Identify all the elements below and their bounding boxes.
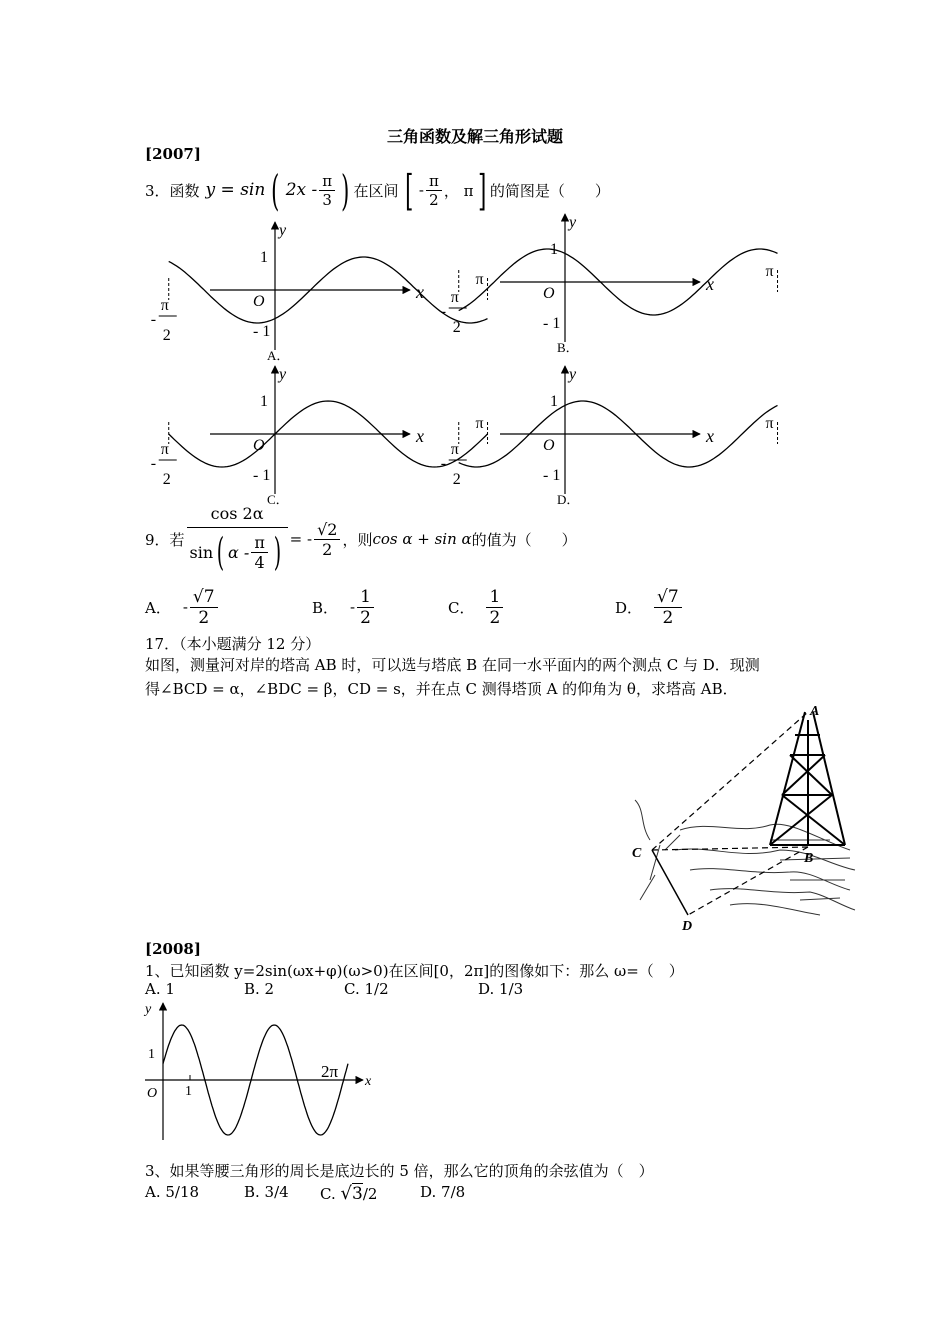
q9-opt-c-frac bbox=[486, 587, 503, 628]
tower bbox=[770, 712, 845, 845]
axis-label-x-B: x bbox=[706, 274, 714, 294]
q9-opt-a-num: √7 bbox=[190, 587, 218, 608]
q9-opt-b-neg: - bbox=[350, 598, 356, 616]
q3-right-bracket: ] bbox=[477, 165, 486, 215]
tower-figure bbox=[620, 700, 865, 940]
pi-num-A: π bbox=[160, 297, 169, 314]
q9-opt-a-label: A． bbox=[145, 598, 171, 617]
neg-sign-A: - bbox=[150, 311, 157, 328]
q9-opt-d-den: 2 bbox=[662, 607, 674, 628]
river-bank-sketch bbox=[635, 800, 855, 915]
q9-pi-over-4 bbox=[251, 533, 268, 572]
q3-neg: - bbox=[418, 181, 424, 199]
q9-rhs-two: 2 bbox=[322, 539, 333, 559]
q3-func: y = sin bbox=[205, 180, 266, 200]
question-3 bbox=[145, 166, 610, 214]
q9-den-sin: sin bbox=[189, 542, 214, 562]
q3-comma-pi: ， π bbox=[443, 181, 474, 200]
question-9 bbox=[145, 500, 577, 578]
pi-end-A: π bbox=[475, 271, 484, 288]
q2008-3-opt-c-rad: 3 bbox=[351, 1184, 363, 1204]
two-den-D: 2 bbox=[452, 471, 461, 488]
label-c: C bbox=[632, 846, 642, 861]
q3-graphs bbox=[150, 212, 774, 512]
q3-mid: 在区间 bbox=[353, 181, 399, 200]
option-label-B: B． bbox=[557, 340, 579, 355]
sight-lines bbox=[652, 712, 808, 915]
q3-suffix: 的简图是（ ） bbox=[489, 181, 610, 200]
q9-den-lparen: ( bbox=[216, 530, 225, 574]
q9-fraction bbox=[187, 504, 288, 574]
q9-opt-b-frac bbox=[357, 587, 374, 628]
q9-suffix: 的值为（ ） bbox=[471, 530, 577, 549]
q2008-1-opt-b: B. 2 bbox=[244, 980, 275, 998]
pi-end-D: π bbox=[765, 415, 774, 432]
pi-num-D: π bbox=[450, 441, 459, 458]
q2008-3-opt-c-post: /2 bbox=[362, 1185, 378, 1203]
two-den-C: 2 bbox=[162, 471, 171, 488]
q9-opt-c-num: 1 bbox=[486, 587, 503, 608]
q9-expr: cos α + sin α bbox=[372, 530, 472, 548]
y-tick-one-C: 1 bbox=[260, 393, 268, 410]
q2008-1-opt-c: C. 1/2 bbox=[344, 980, 389, 998]
q2008-1-opt-d: D. 1/3 bbox=[478, 980, 524, 998]
option-label-A: A． bbox=[267, 348, 290, 363]
q3-pi-over-2 bbox=[426, 172, 442, 209]
q9-option-c bbox=[448, 582, 505, 632]
axis-label-x-D: x bbox=[706, 426, 714, 446]
y-tick-one-A: 1 bbox=[260, 249, 268, 266]
q9-opt-d-frac bbox=[654, 587, 682, 628]
q2008-1-opt-a: A. 1 bbox=[145, 980, 175, 998]
origin-label-D: O bbox=[543, 437, 555, 454]
q9-eq: = - bbox=[289, 530, 313, 548]
axis-label-y-C: y bbox=[279, 366, 287, 383]
q9-denominator bbox=[187, 528, 288, 574]
year-2007-heading: [2007] bbox=[145, 145, 201, 163]
cd-segment bbox=[652, 850, 688, 915]
origin-label-B: O bbox=[543, 285, 555, 302]
q9-opt-a-frac bbox=[190, 587, 218, 628]
q9-mid: ，则 bbox=[342, 530, 373, 549]
q3-three: 3 bbox=[322, 190, 332, 209]
q17-line1: 如图，测量河对岸的塔高 AB 时，可以选与塔底 B 在同一水平面内的两个测点 C 与 D．现测 bbox=[145, 656, 760, 674]
two-den-B: 2 bbox=[452, 319, 461, 336]
label-a: A bbox=[810, 704, 820, 719]
pi-end-B: π bbox=[765, 263, 774, 280]
q3-pi-over-3 bbox=[319, 172, 335, 209]
q9-opt-c-label: C． bbox=[448, 598, 475, 617]
q9-den-alpha: α - bbox=[228, 542, 250, 562]
q2008-3: 3、如果等腰三角形的周长是底边长的 5 倍，那么它的顶角的余弦值为（ ） bbox=[145, 1162, 654, 1180]
two-den-A: 2 bbox=[162, 327, 171, 344]
pi-end-C: π bbox=[475, 415, 484, 432]
sqrt-sign: √ bbox=[340, 1183, 352, 1204]
q9-pi: π bbox=[251, 533, 268, 553]
q2008-1-graph bbox=[135, 995, 395, 1150]
pi-num-C: π bbox=[160, 441, 169, 458]
q3-left-bracket: [ bbox=[404, 165, 413, 215]
q3-pi: π bbox=[319, 172, 335, 191]
q17-heading: 17．（本小题满分 12 分） bbox=[145, 635, 321, 653]
neg-sign-D: - bbox=[440, 455, 447, 472]
q3-left-paren: ( bbox=[271, 165, 280, 215]
axis-label-y-A: y bbox=[279, 222, 287, 239]
q17-line2: 得∠BCD = α，∠BDC = β，CD = s，并在点 C 测得塔顶 A 的仰角为 θ，求塔高 AB． bbox=[145, 680, 738, 698]
x-tick-one: 1 bbox=[185, 1084, 192, 1099]
q9-den-rparen: ) bbox=[273, 530, 281, 574]
q9-numerator: cos 2α bbox=[187, 504, 288, 528]
axis-label-x: x bbox=[365, 1074, 372, 1089]
q3-inner-a: 2x - bbox=[285, 180, 318, 200]
q9-opt-d-num: √7 bbox=[654, 587, 682, 608]
q3-right-paren: ) bbox=[341, 165, 350, 215]
label-b: B bbox=[804, 851, 814, 866]
q3-prefix: 3．函数 bbox=[145, 181, 200, 200]
q2008-3-opt-c bbox=[320, 1183, 377, 1204]
y-tick-neg-one-C: - 1 bbox=[253, 467, 271, 484]
label-d: D bbox=[682, 919, 693, 934]
neg-sign-C: - bbox=[150, 455, 157, 472]
axis-label-y-B: y bbox=[569, 214, 577, 231]
origin-label: O bbox=[147, 1086, 158, 1101]
q9-option-a bbox=[145, 582, 220, 632]
q9-opt-b-label: B． bbox=[312, 598, 339, 617]
q2008-3-opt-b: B. 3/4 bbox=[244, 1183, 289, 1201]
y-tick-neg-one-A: - 1 bbox=[253, 323, 271, 340]
q2008-3-opt-c-pre: C. bbox=[320, 1185, 336, 1203]
pi-num-B: π bbox=[450, 289, 459, 306]
year-2008-heading: [2008] bbox=[145, 940, 201, 958]
x-tick-2pi: 2π bbox=[321, 1062, 339, 1081]
q3-pi-b: π bbox=[426, 172, 442, 191]
q9-option-d bbox=[615, 582, 684, 632]
y-tick-neg-one-D: - 1 bbox=[543, 467, 561, 484]
q9-opt-a-den: 2 bbox=[198, 607, 210, 628]
q3-two: 2 bbox=[429, 190, 439, 209]
q9-opt-a-neg: - bbox=[182, 598, 188, 616]
q2008-1: 1、已知函数 y=2sin(ωx+φ)(ω>0)在区间[0，2π]的图像如下：那么 ω=（ ） bbox=[145, 962, 684, 980]
origin-label-A: O bbox=[253, 293, 265, 310]
y-tick-one: 1 bbox=[148, 1047, 155, 1062]
q9-opt-c-den: 2 bbox=[489, 607, 501, 628]
page-title: 三角函数及解三角形试题 bbox=[386, 127, 563, 146]
q9-four: 4 bbox=[254, 552, 265, 572]
option-label-C: C． bbox=[267, 492, 289, 507]
q9-opt-b-den: 2 bbox=[360, 607, 371, 628]
origin-label-C: O bbox=[253, 437, 265, 454]
q9-opt-b-num: 1 bbox=[357, 587, 374, 608]
q2008-3-opt-a: A. 5/18 bbox=[145, 1183, 200, 1201]
y-tick-one-B: 1 bbox=[550, 241, 558, 258]
q9-opt-d-label: D． bbox=[615, 598, 643, 617]
axis-label-y-D: y bbox=[569, 366, 577, 383]
q9-prefix: 9．若 bbox=[145, 530, 185, 549]
axis-label-y: y bbox=[145, 1002, 152, 1017]
axis-label-x-C: x bbox=[416, 426, 424, 446]
q9-option-b bbox=[312, 582, 376, 632]
axis-label-x-A: x bbox=[416, 282, 424, 302]
q9-rhs bbox=[314, 520, 340, 559]
option-label-D: D． bbox=[557, 492, 580, 507]
neg-sign-B: - bbox=[440, 303, 447, 320]
q2008-3-opt-d: D. 7/8 bbox=[420, 1183, 466, 1201]
q9-sqrt2: √2 bbox=[314, 520, 340, 540]
y-tick-neg-one-B: - 1 bbox=[543, 315, 561, 332]
y-tick-one-D: 1 bbox=[550, 393, 558, 410]
